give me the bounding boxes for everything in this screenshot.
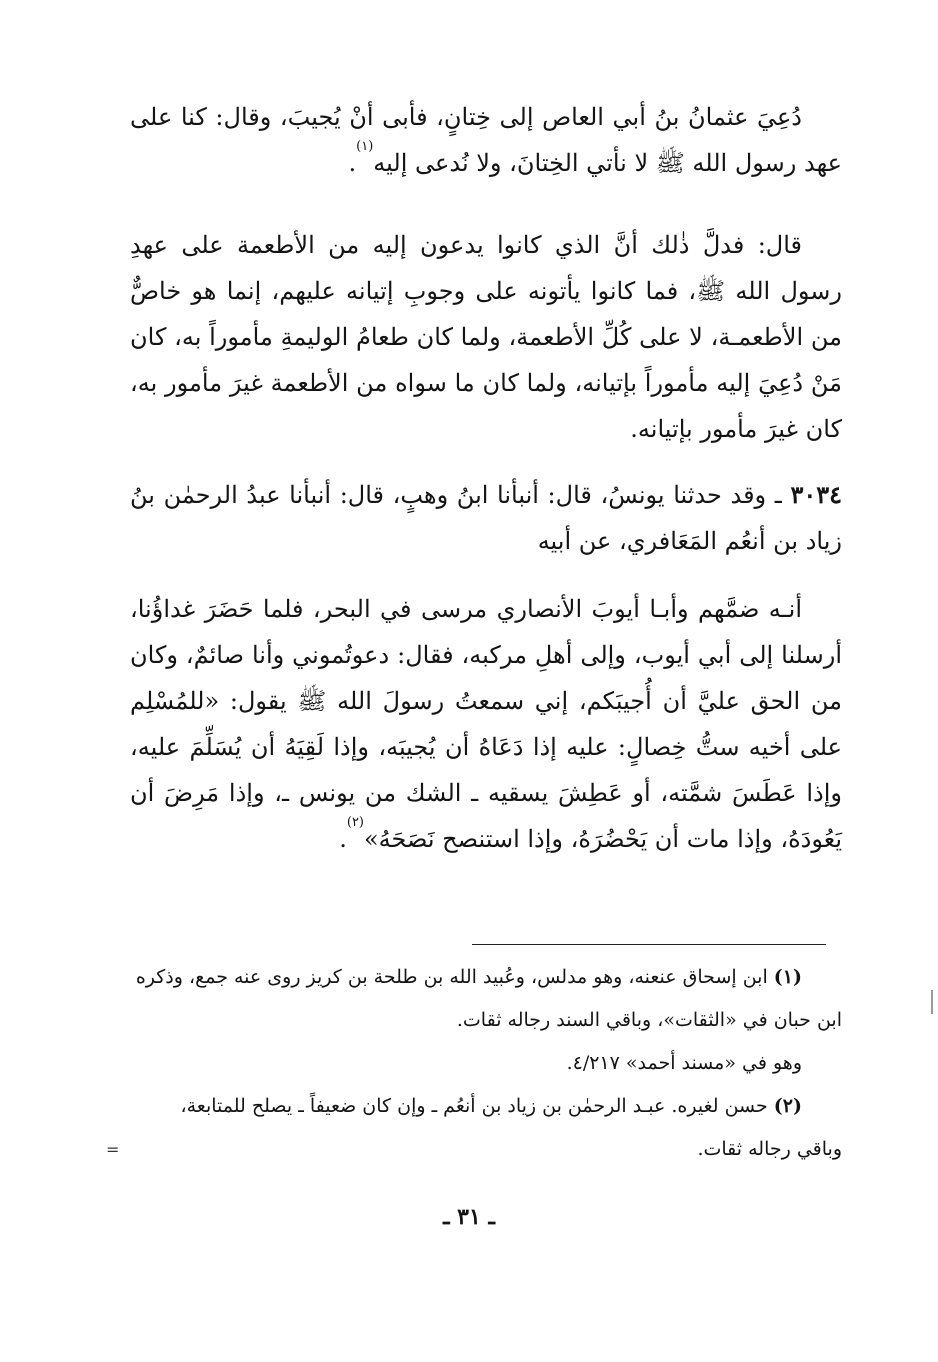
hadith-number: ٣٠٣٤ [790,480,842,509]
paragraph-uthman-narration: دُعِيَ عثمانُ بنُ أبي العاص إلى خِتانٍ، فأبى أنْ يُجيبَ، وقال: كنا على عهد رسول الله ﷺ لا نأتي الخِتانَ، ولا نُدعى إليه$^{(١)}$. [130,103,842,177]
footnote-1-text: ابن إسحاق عنعنه، وهو مدلس، وعُبيد الله بن طلحة بن كريز روى عنه جمع، وذكره ابن حبان في «الثقات»، وباقي السند رجاله ثقات. [135,966,842,1031]
footnotes [130,956,842,1171]
continuation-mark: = [106,1140,120,1159]
footnote-2-text: حسن لغيره. عبـد الرحمٰن بن زياد بن أنعُم ـ وإن كان ضعيفاً ـ يصلح للمتابعة، وباقي رجاله ثقات. [180,1095,842,1160]
footnote-1 [130,956,842,1042]
matn-text: أنـه ضمَّهم وأبـا أيوبَ الأنصاري مرسى في البحر، فلما حَضَرَ غداؤُنا، أرسلنا إلى أبي أيوب، وإلى أهلِ مركبه، فقال: دعوتُموني وأنا صائمٌ، وكان من الحق عليَّ أن أُجيبَكم، إني سمعتُ رسولَ الله ﷺ يقول: «للمُسْلِم على أخيه ستُّ خِصالٍ: عليه إذا دَعَاهُ أن يُجيبَه، وإذا لَقِيَهُ أن يُسَلِّمَ عليه، وإذا عَطَسَ شمَّته، أو عَطِشَ يسقيه ـ الشك من يونس ـ، وإذا مَرِضَ أن يَعُودَهُ، وإذا مات أن يَحْضُرَهُ، وإذا استنصح نَصَحَهُ» [130,595,842,853]
hadith-isnad [130,472,842,564]
footnote-2-indent [774,1085,842,1128]
footnote-1-continuation [130,1042,842,1085]
footnote-separator [472,944,826,945]
footnote-ref-1: (١) [356,139,374,154]
footnote-ref-2: (٢) [346,815,364,830]
footnote-1-indent [774,956,842,999]
matn-end: . [339,825,347,853]
paragraph-text: قال: فدلَّ ذٰلك أنَّ الذي كانوا يدعون إليه من الأطعمة على عهدِ رسول الله ﷺ، فما كانوا يأتونه على وجوبِ إتيانه عليهم، إنما هو خاصٌّ من الأطعمـة، لا على كُلِّ الأطعمة، ولما كان طعامُ الوليمةِ مأموراً به، كان مَنْ دُعِيَ إليه مأموراً بإتيانه، ولما كان ما سواه من الأطعمة غيرَ مأمور به، كان غيرَ مأمور بإتيانه. [130,231,842,443]
isnad-text: ـ وقد حدثنا يونسُ، قال: أنبأنا ابنُ وهبٍ، قال: أنبأنا عبدُ الرحمٰن بنُ زياد بن أنعُم المَعَافري، عن أبيه [130,481,842,555]
footnote-2 [130,1085,842,1171]
page-number: ـ ٣١ ـ [443,1204,495,1230]
paragraph-commentary [130,222,842,452]
footnote-1-source: وهو في «مسند أحمد» ٤/٢١٧. [566,1052,802,1074]
footnote-1-number: (١) [773,966,802,988]
hadith-matn [130,586,842,862]
paragraph-text: دُعِيَ عثمانُ بنُ أبي العاص إلى خِتانٍ، فأبى أنْ يُجيبَ، وقال: كنا على عهد رسول الله ﷺ لا نأتي الخِتانَ، ولا نُدعى إليه [130,103,842,177]
scan-edge-mark [931,990,933,1014]
footnote-2-number: (٢) [773,1095,802,1117]
